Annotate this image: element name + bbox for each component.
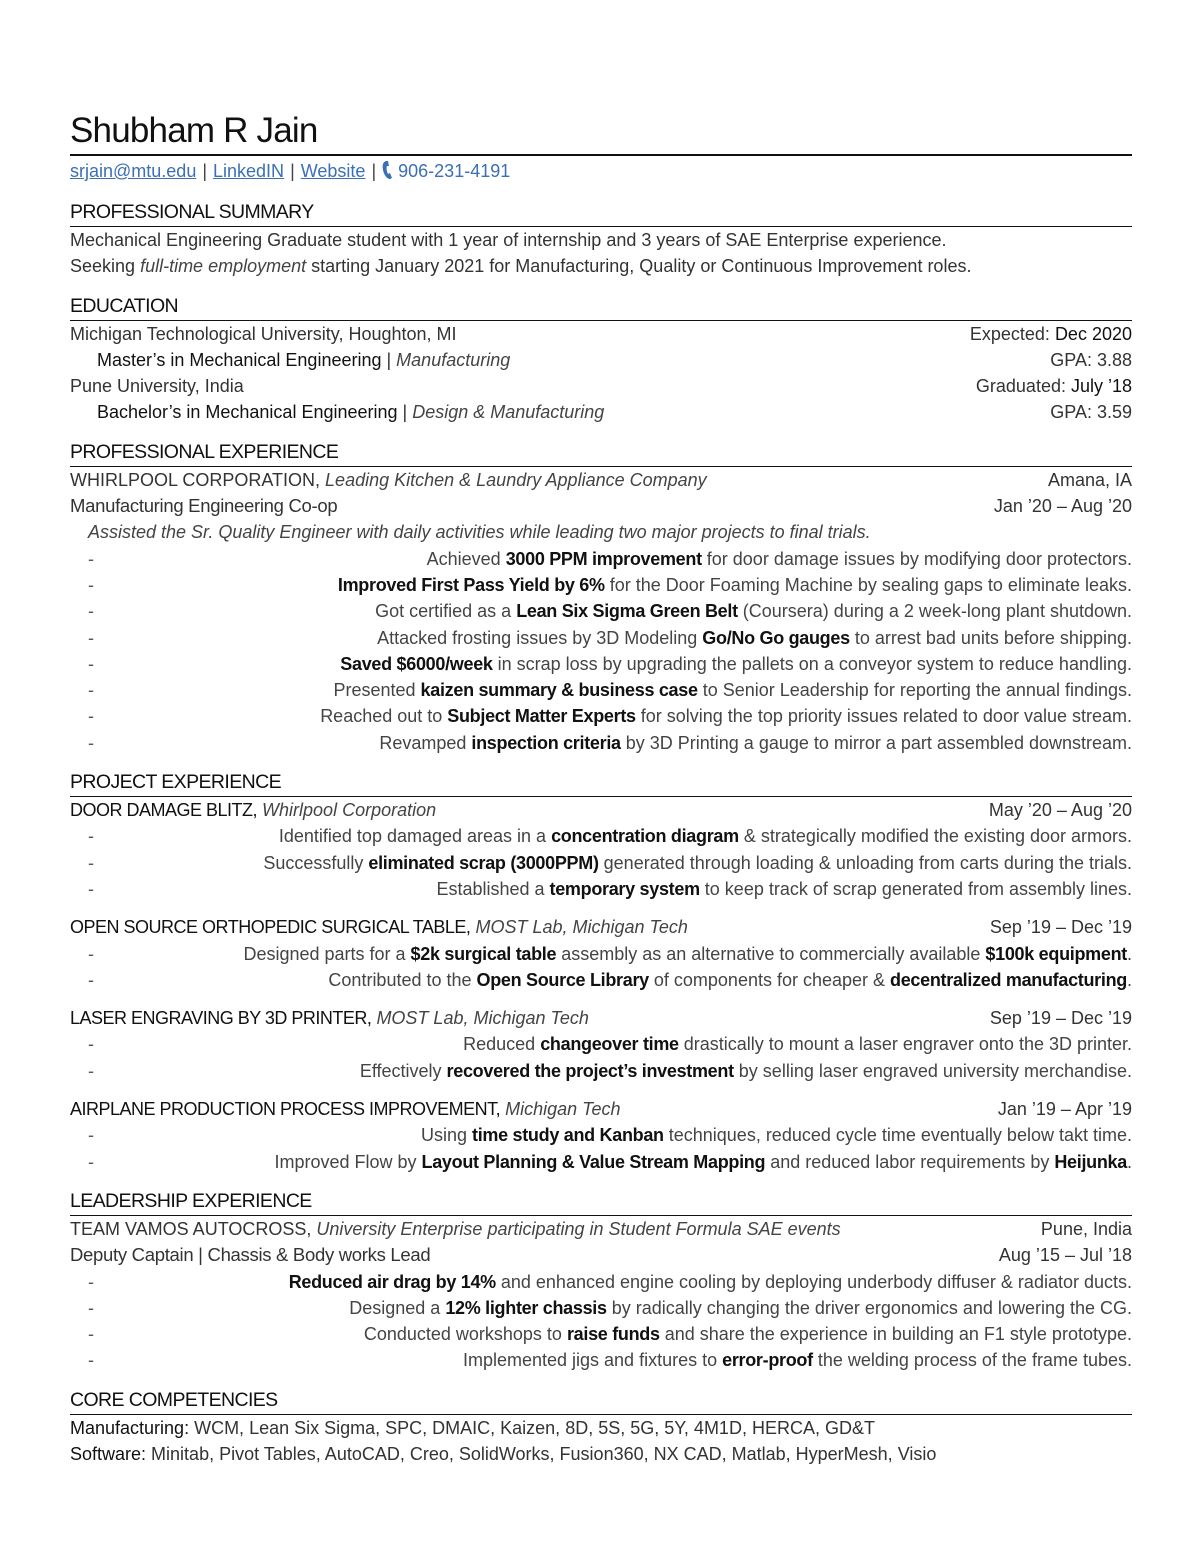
gpa: GPA: 3.59 bbox=[1050, 402, 1132, 423]
bullet-dash: - bbox=[88, 1350, 94, 1371]
leadership-dates: Aug ’15 – Jul ’18 bbox=[998, 1245, 1132, 1266]
experience-bullets bbox=[70, 546, 1132, 756]
project-entry bbox=[70, 993, 1132, 1084]
job-note: Assisted the Sr. Quality Engineer with daily activities while leading two major projects to final trials. bbox=[88, 522, 871, 543]
competencies-heading: CORE COMPETENCIES bbox=[70, 1374, 1132, 1415]
bullet-item bbox=[70, 703, 1132, 729]
project-title: AIRPLANE PRODUCTION PROCESS IMPROVEMENT, Michigan Tech bbox=[70, 1099, 621, 1120]
education-entry bbox=[70, 321, 1132, 374]
bullet-text: Revamped inspection criteria by 3D Printing a gauge to mirror a part assembled downstream. bbox=[379, 732, 1132, 753]
competency-manufacturing: Manufacturing: WCM, Lean Six Sigma, SPC, DMAIC, Kaizen, 8D, 5S, 5G, 5Y, 4M1D, HERCA, GD&T bbox=[70, 1417, 875, 1438]
bullet-text: Designed parts for a $2k surgical table assembly as an alternative to commercially available $100k equipment. bbox=[243, 943, 1132, 964]
bullet-dash: - bbox=[88, 1271, 94, 1292]
project-dates: May ’20 – Aug ’20 bbox=[988, 800, 1132, 821]
education-date: Expected: Dec 2020 bbox=[969, 323, 1132, 344]
bullet-text: Presented kaizen summary & business case to Senior Leadership for reporting the annual findings. bbox=[333, 680, 1132, 701]
bullet-item bbox=[70, 850, 1132, 876]
bullet-text: Established a temporary system to keep track of scrap generated from assembly lines. bbox=[436, 878, 1132, 899]
projects-list bbox=[70, 797, 1132, 1175]
bullet-dash: - bbox=[88, 653, 94, 674]
degree: Bachelor’s in Mechanical Engineering | Design & Manufacturing bbox=[97, 402, 605, 423]
bullet-item bbox=[70, 546, 1132, 572]
phone-icon bbox=[382, 159, 396, 189]
project-dates: Jan ’19 – Apr ’19 bbox=[997, 1099, 1132, 1120]
school-name: Michigan Technological University, Houghton, MI bbox=[70, 323, 457, 344]
project-entry bbox=[70, 902, 1132, 993]
gpa: GPA: 3.88 bbox=[1050, 349, 1132, 370]
email-link[interactable]: srjain@mtu.edu bbox=[70, 161, 197, 181]
leadership-role: Deputy Captain | Chassis & Body works Lead bbox=[70, 1244, 431, 1266]
phone-number[interactable]: 906-231-4191 bbox=[398, 161, 511, 181]
bullet-dash: - bbox=[88, 1297, 94, 1318]
project-title: DOOR DAMAGE BLITZ, Whirlpool Corporation bbox=[70, 800, 437, 821]
bullet-dash: - bbox=[88, 969, 94, 990]
bullet-item bbox=[70, 1321, 1132, 1347]
bullet-item bbox=[70, 730, 1132, 756]
website-link[interactable]: Website bbox=[300, 161, 366, 181]
bullet-item bbox=[70, 967, 1132, 993]
bullet-item bbox=[70, 876, 1132, 902]
bullet-text: Saved $6000/week in scrap loss by upgrading the pallets on a conveyor system to reduce handling. bbox=[340, 653, 1132, 674]
bullet-dash: - bbox=[88, 1034, 94, 1055]
candidate-name: Shubham R Jain bbox=[70, 111, 318, 150]
bullet-text: Designed a 12% lighter chassis by radically changing the driver ergonomics and lowering the CG. bbox=[349, 1297, 1132, 1318]
job-dates: Jan ’20 – Aug ’20 bbox=[993, 496, 1132, 517]
leadership-location: Pune, India bbox=[1040, 1218, 1132, 1239]
project-dates: Sep ’19 – Dec ’19 bbox=[989, 917, 1132, 938]
bullet-text: Reduced changeover time drastically to mount a laser engraver onto the 3D printer. bbox=[463, 1034, 1132, 1055]
linkedin-link[interactable]: LinkedIN bbox=[213, 161, 285, 181]
bullet-text: Effectively recovered the project’s investment by selling laser engraved university merchandise. bbox=[359, 1060, 1132, 1081]
bullet-item bbox=[70, 598, 1132, 624]
bullet-item bbox=[70, 941, 1132, 967]
project-entry bbox=[70, 1084, 1132, 1175]
bullet-dash: - bbox=[88, 1324, 94, 1345]
company-location: Amana, IA bbox=[1047, 469, 1132, 490]
bullet-dash: - bbox=[88, 548, 94, 569]
summary-line-1: Mechanical Engineering Graduate student with 1 year of internship and 3 years of SAE Enterprise experience. bbox=[70, 230, 947, 250]
project-title: OPEN SOURCE ORTHOPEDIC SURGICAL TABLE, MOST Lab, Michigan Tech bbox=[70, 917, 688, 938]
bullet-item bbox=[70, 677, 1132, 703]
project-title: LASER ENGRAVING BY 3D PRINTER, MOST Lab, Michigan Tech bbox=[70, 1008, 589, 1029]
bullet-item bbox=[70, 572, 1132, 598]
bullet-item bbox=[70, 823, 1132, 849]
bullet-dash: - bbox=[88, 943, 94, 964]
bullet-text: Improved Flow by Layout Planning & Value Stream Mapping and reduced labor requirements by Heijunka. bbox=[274, 1151, 1132, 1172]
experience-heading: PROFESSIONAL EXPERIENCE bbox=[70, 426, 1132, 467]
bullet-dash: - bbox=[88, 601, 94, 622]
bullet-text: Conducted workshops to raise funds and share the experience in building an F1 style prototype. bbox=[363, 1324, 1132, 1345]
leadership-org: TEAM VAMOS AUTOCROSS, University Enterprise participating in Student Formula SAE events bbox=[70, 1218, 841, 1239]
bullet-dash: - bbox=[88, 1060, 94, 1081]
education-entry bbox=[70, 373, 1132, 426]
bullet-text: Contributed to the Open Source Library of components for cheaper & decentralized manufacturing. bbox=[328, 969, 1132, 990]
bullet-dash: - bbox=[88, 852, 94, 873]
education-heading: EDUCATION bbox=[70, 280, 1132, 321]
company-line: WHIRLPOOL CORPORATION, Leading Kitchen & Laundry Appliance Company bbox=[70, 469, 707, 490]
leadership-bullets bbox=[70, 1269, 1132, 1374]
bullet-dash: - bbox=[88, 706, 94, 727]
project-dates: Sep ’19 – Dec ’19 bbox=[989, 1008, 1132, 1029]
bullet-dash: - bbox=[88, 732, 94, 753]
bullet-dash: - bbox=[88, 574, 94, 595]
bullet-text: Using time study and Kanban techniques, reduced cycle time eventually below takt time. bbox=[420, 1125, 1132, 1146]
bullet-item bbox=[70, 1058, 1132, 1084]
bullet-item bbox=[70, 1149, 1132, 1175]
bullet-item bbox=[70, 651, 1132, 677]
leadership-heading: LEADERSHIP EXPERIENCE bbox=[70, 1175, 1132, 1216]
contact-line: srjain@mtu.edu | LinkedIN | Website | 906-231-4191 bbox=[70, 156, 1132, 186]
degree: Master’s in Mechanical Engineering | Manufacturing bbox=[97, 349, 511, 370]
bullet-item bbox=[70, 1347, 1132, 1373]
summary-heading: PROFESSIONAL SUMMARY bbox=[70, 186, 1132, 227]
bullet-dash: - bbox=[88, 1151, 94, 1172]
project-entry bbox=[70, 797, 1132, 902]
bullet-dash: - bbox=[88, 627, 94, 648]
job-role: Manufacturing Engineering Co-op bbox=[70, 495, 338, 517]
bullet-text: Got certified as a Lean Six Sigma Green Belt (Coursera) during a 2 week-long plant shutdown. bbox=[375, 601, 1132, 622]
bullet-item bbox=[70, 625, 1132, 651]
competency-software: Software: Minitab, Pivot Tables, AutoCAD, Creo, SolidWorks, Fusion360, NX CAD, Matlab, HyperMesh, Visio bbox=[70, 1443, 937, 1464]
resume-page bbox=[70, 108, 1132, 1467]
bullet-dash: - bbox=[88, 680, 94, 701]
summary-line-2: Seeking full-time employment starting January 2021 for Manufacturing, Quality or Continuous Improvement roles. bbox=[70, 256, 972, 277]
bullet-text: Improved First Pass Yield by 6% for the Door Foaming Machine by sealing gaps to eliminate leaks. bbox=[337, 574, 1132, 595]
projects-heading: PROJECT EXPERIENCE bbox=[70, 756, 1132, 797]
bullet-dash: - bbox=[88, 1125, 94, 1146]
bullet-item bbox=[70, 1122, 1132, 1148]
bullet-text: Identified top damaged areas in a concentration diagram & strategically modified the existing door armors. bbox=[278, 826, 1132, 847]
bullet-text: Attacked frosting issues by 3D Modeling Go/No Go gauges to arrest bad units before shipping. bbox=[377, 627, 1132, 648]
bullet-text: Reduced air drag by 14% and enhanced engine cooling by deploying underbody diffuser & radiator ducts. bbox=[288, 1271, 1132, 1292]
bullet-item bbox=[70, 1295, 1132, 1321]
education-date: Graduated: July ’18 bbox=[975, 376, 1132, 397]
bullet-dash: - bbox=[88, 878, 94, 899]
bullet-text: Successfully eliminated scrap (3000PPM) generated through loading & unloading from carts during the trials. bbox=[263, 852, 1132, 873]
bullet-item bbox=[70, 1269, 1132, 1295]
bullet-item bbox=[70, 1031, 1132, 1057]
bullet-text: Achieved 3000 PPM improvement for door damage issues by modifying door protectors. bbox=[426, 548, 1132, 569]
bullet-dash: - bbox=[88, 826, 94, 847]
school-name: Pune University, India bbox=[70, 376, 244, 397]
bullet-text: Implemented jigs and fixtures to error-proof the welding process of the frame tubes. bbox=[462, 1350, 1132, 1371]
bullet-text: Reached out to Subject Matter Experts for solving the top priority issues related to door value stream. bbox=[320, 706, 1132, 727]
